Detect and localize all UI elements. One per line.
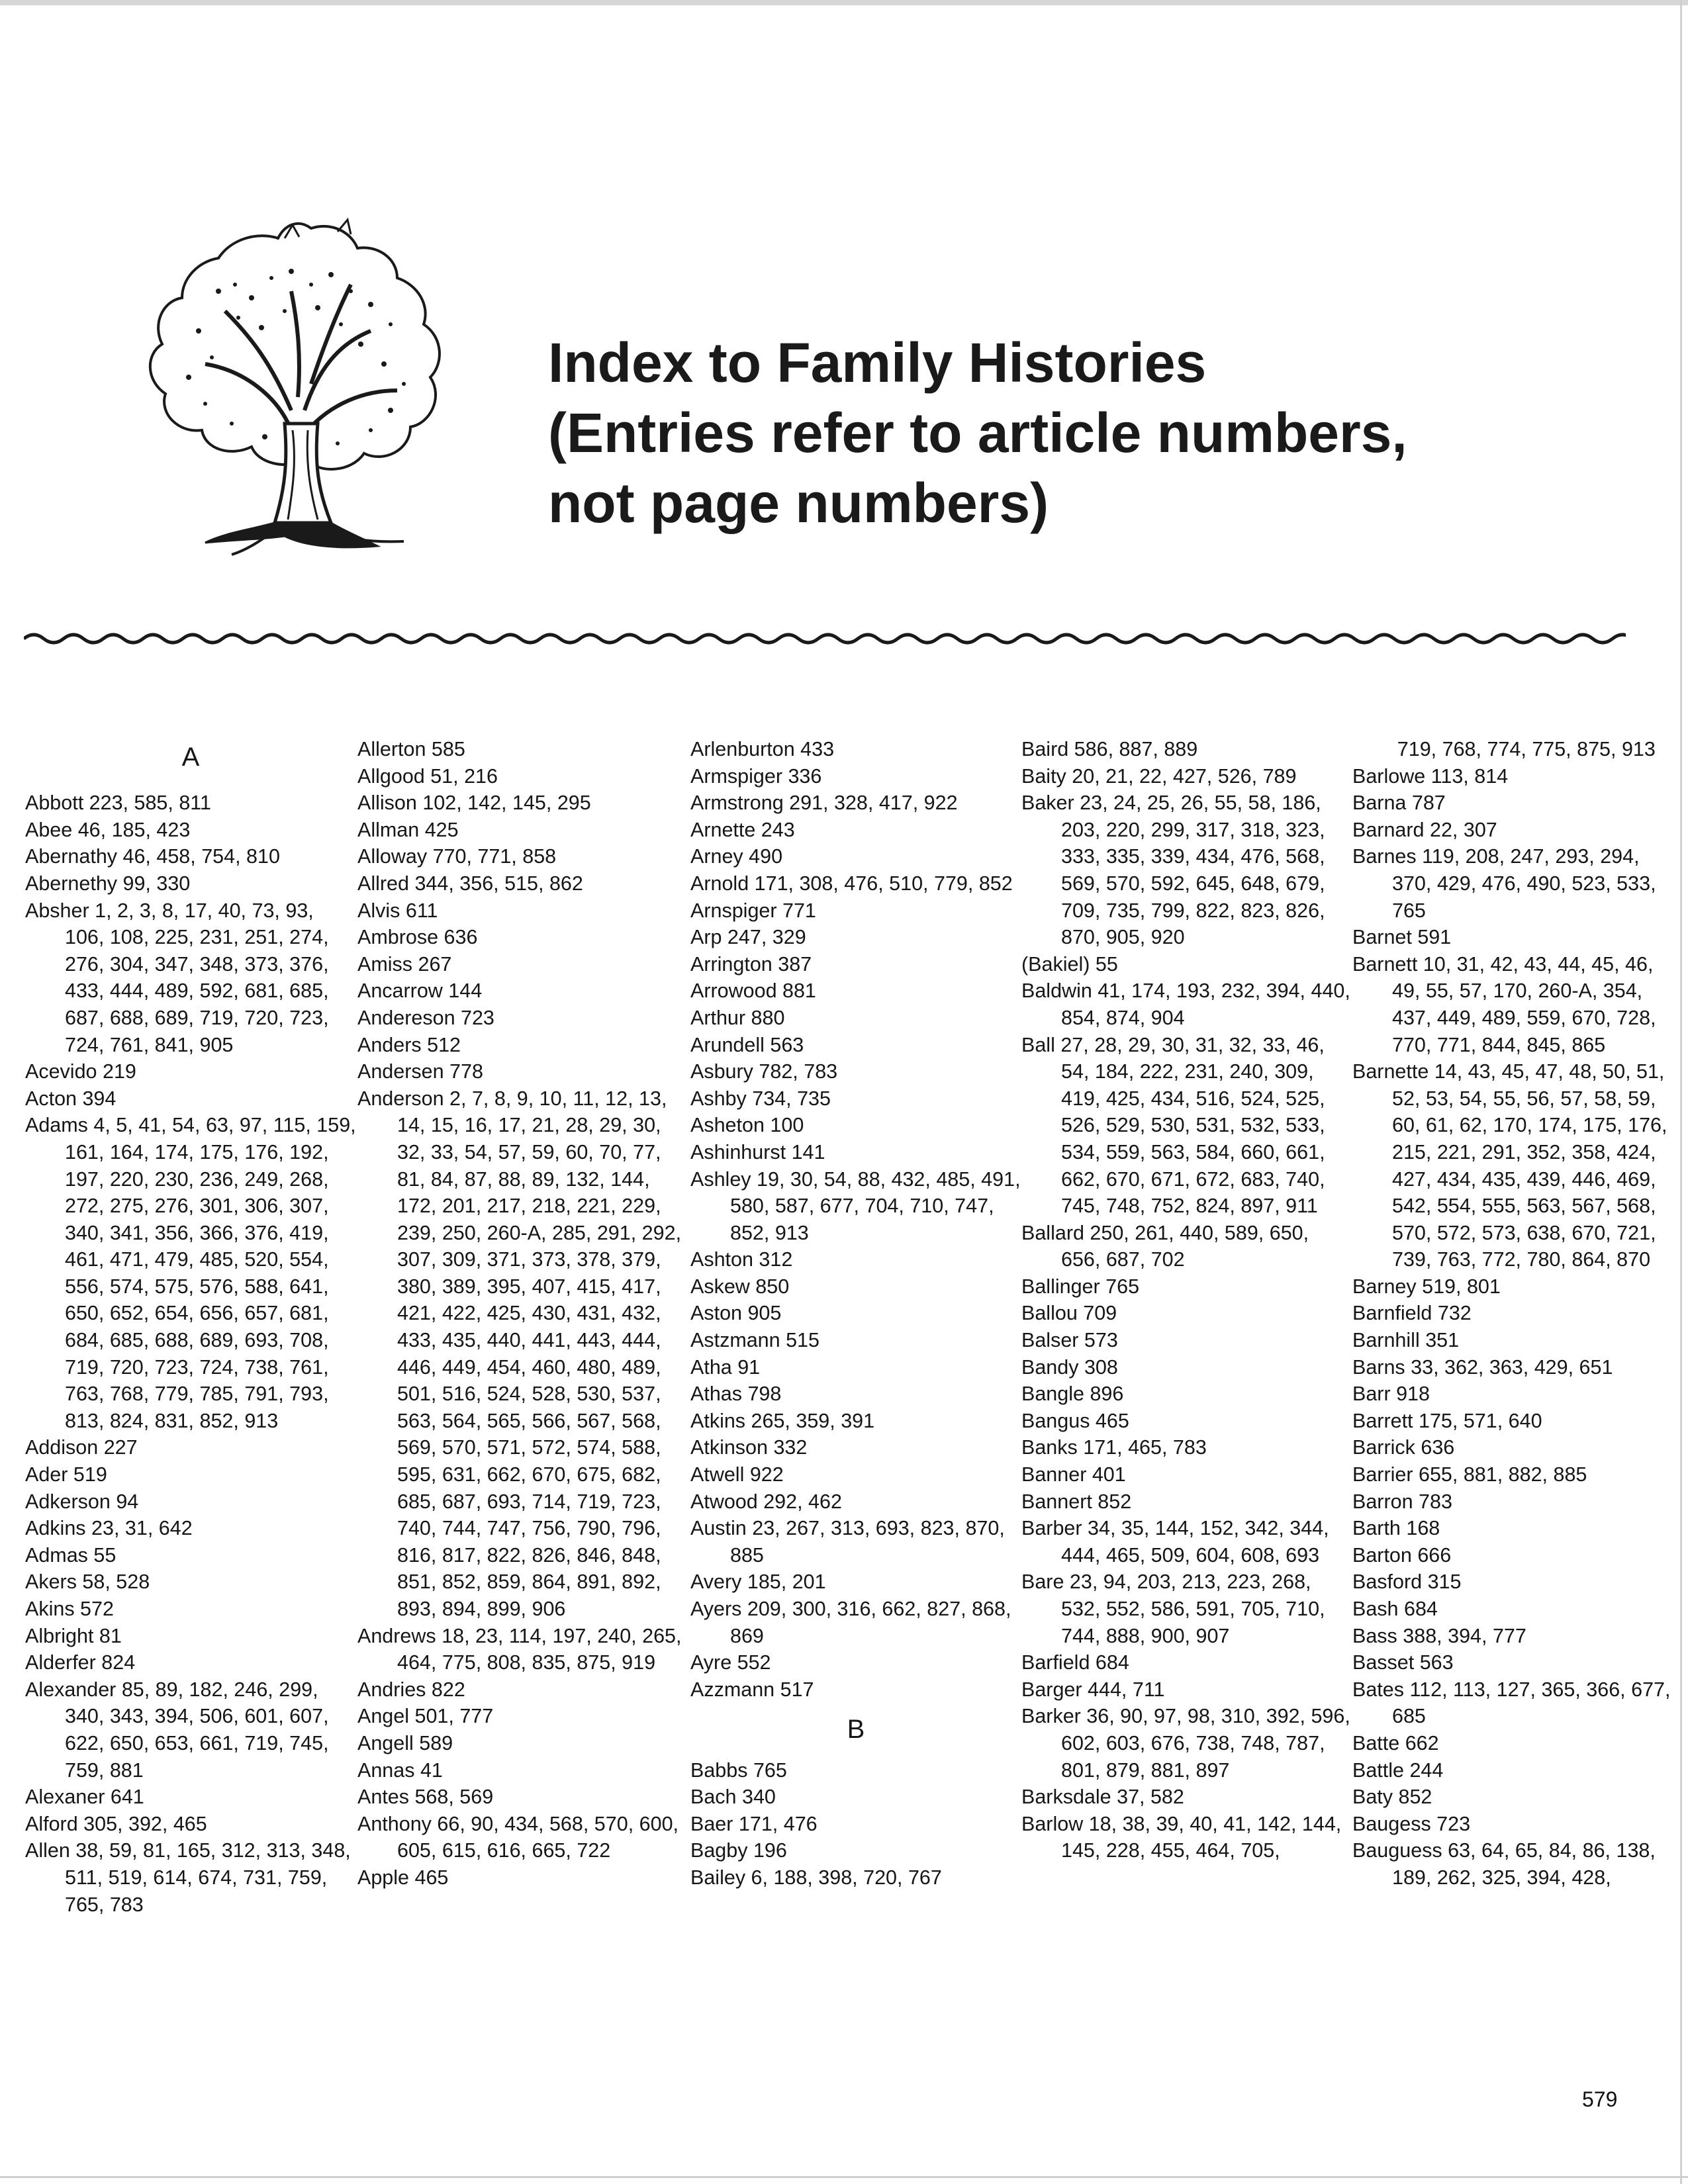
index-entry: Barney 519, 801 [1352,1275,1501,1298]
index-entry: Avery 185, 201 [690,1570,826,1594]
index-entry: Barnes 119, 208, 247, 293, 294, 370, 429, 476, 490, 523, 533, 765 [1352,845,1656,922]
index-entry: Abernathy 46, 458, 754, 810 [25,845,280,868]
index-entry: Bash 684 [1352,1598,1438,1620]
index-entry: Bangus 465 [1021,1409,1129,1432]
index-entry: Baer 171, 476 [690,1812,818,1835]
index-entry: Barnett 10, 31, 42, 43, 44, 45, 46, 49, 55, 57, 170, 260-A, 354, 437, 449, 489, 559, 670, 728, 770, 771, 844, 845, 865 [1352,952,1656,1056]
index-entry: Bagby 196 [690,1839,787,1862]
index-entry: Andrews 18, 23, 114, 197, 240, 265, 464, 775, 808, 835, 875, 919 [357,1624,682,1674]
index-entry: Atwood 292, 462 [690,1490,842,1513]
index-entry: Baird 586, 887, 889 [1021,738,1198,760]
index-entry: Barksdale 37, 582 [1021,1786,1184,1809]
index-entry: Basset 563 [1352,1651,1454,1674]
index-entry: Adkins 23, 31, 642 [25,1517,193,1540]
index-column [1021,736,1352,1864]
index-entry: Baty 852 [1352,1786,1432,1809]
index-entry: Asbury 782, 783 [690,1060,838,1083]
index-entry: Babbs 765 [690,1758,787,1782]
index-column [690,736,1021,1891]
index-entry: Arnette 243 [690,818,795,841]
index-entry: Atkins 265, 359, 391 [690,1409,875,1432]
index-entry: Arnspiger 771 [690,899,816,922]
index-entry: Austin 23, 267, 313, 693, 823, 870, 885 [690,1517,1005,1567]
index-entry: Allman 425 [357,818,459,841]
index-entry: Bandy 308 [1021,1355,1118,1379]
index-entry: Antes 568, 569 [357,1786,494,1809]
index-entry: Battle 244 [1352,1758,1444,1782]
index-entry: Alloway 770, 771, 858 [357,845,557,868]
section-letter: B [847,1715,865,1745]
index-entry: Alvis 611 [357,899,438,922]
index-entry: Aston 905 [690,1302,782,1325]
index-entry: Angel 501, 777 [357,1705,494,1728]
index-entry: Ader 519 [25,1463,107,1486]
index-entry: Albright 81 [25,1624,122,1647]
index-entry: Addison 227 [25,1436,138,1459]
index-entry: Annas 41 [357,1758,443,1782]
index-entry: Atha 91 [690,1355,761,1379]
index-entry: Atkinson 332 [690,1436,808,1459]
index-entry: Barnhill 351 [1352,1329,1460,1352]
index-entry: Allgood 51, 216 [357,764,498,788]
index-entry: Arney 490 [690,845,783,868]
index-entry: Allen 38, 59, 81, 165, 312, 313, 348, 511, 519, 614, 674, 731, 759, 765, 783 [25,1839,351,1916]
index-entry: Ayers 209, 300, 316, 662, 827, 868, 869 [690,1598,1011,1647]
index-entry: Balser 573 [1021,1329,1118,1352]
index-entry: Barnfield 732 [1352,1302,1472,1325]
index-entry: Allred 344, 356, 515, 862 [357,872,583,895]
tree-illustration [119,212,477,556]
index-entry: Bass 388, 394, 777 [1352,1624,1526,1647]
index-entry: Admas 55 [25,1543,117,1567]
title-line: not page numbers) [548,472,1049,534]
index-entry: Arrington 387 [690,952,812,976]
index-entry: Akins 572 [25,1598,114,1620]
index-entry: Batte 662 [1352,1731,1439,1754]
index-entry: Askew 850 [690,1275,790,1298]
index-entry: Atwell 922 [690,1463,784,1486]
index-entry: Ashby 734, 735 [690,1087,831,1110]
index-entry: Azzmann 517 [690,1678,814,1701]
index-entry: Ashton 312 [690,1248,793,1271]
index-entry: (Bakiel) 55 [1021,952,1118,976]
index-entry: Barna 787 [1352,792,1446,815]
index-entry: Barnette 14, 43, 45, 47, 48, 50, 51, 52, 53, 54, 55, 56, 57, 58, 59, 60, 61, 62, 170, 174, 175, 176, 215, 221, 291, 352, 358, 424, 427, 434, 435, 439, 446, 469, 542, 554, 555, 563, 567, 568, 570, 572, 573, 638, 670, 721, 739, 763, 772, 780, 864, 870 [1352,1060,1667,1271]
index-entry: Absher 1, 2, 3, 8, 17, 40, 73, 93, 106, 108, 225, 231, 251, 274, 276, 304, 347, 348, 373, 376, 433, 444, 489, 592, 681, 685, 687, 688, 689, 719, 720, 723, 724, 761, 841, 905 [25,899,329,1056]
index-entry: Arlenburton 433 [690,738,835,760]
index-entry: Ballou 709 [1021,1302,1117,1325]
index-entry: Athas 798 [690,1383,782,1406]
index-entry: 719, 768, 774, 775, 875, 913 [1352,738,1656,760]
index-entry: Barth 168 [1352,1517,1440,1540]
top-scan-edge [0,0,1688,5]
index-entry: Amiss 267 [357,952,452,976]
index-entry: Ballinger 765 [1021,1275,1140,1298]
index-entry: Arthur 880 [690,1006,785,1029]
index-entry: Baugess 723 [1352,1812,1471,1835]
index-entry: Anderson 2, 7, 8, 9, 10, 11, 12, 13, 14, 15, 16, 17, 21, 28, 29, 30, 32, 33, 54, 57, 59, 60, 70, 77, 81, 84, 87, 88, 89, 132, 144, 172, 201, 217, 218, 221, 229, 239, 250, 260-A, 285, 291, 292, 307, 309, 371, 373, 378, 379, 380, 389, 395, 407, 415, 417, 421, 422, 425, 430, 431, 432, 433, 435, 440, 441, 443, 444, 446, 449, 454, 460, 480, 489, 501, 516, 524, 528, 530, 537, 563, 564, 565, 566, 567, 568, 569, 570, 571, 572, 574, 588, 595, 631, 662, 670, 675, 682, 685, 687, 693, 714, 719, 723, 740, 744, 747, 756, 790, 796, 816, 817, 822, 826, 846, 848, 851, 852, 859, 864, 891, 892, 893, 894, 899, 906 [357,1087,682,1620]
index-entry: Acton 394 [25,1087,117,1110]
index-entry: Baity 20, 21, 22, 427, 526, 789 [1021,764,1297,788]
page-title [548,328,1634,538]
index-entry: Ballard 250, 261, 440, 589, 650, 656, 687, 702 [1021,1221,1309,1271]
index-entry: Barnet 591 [1352,926,1452,949]
index-entry: Ambrose 636 [357,926,478,949]
index-entry: Adkerson 94 [25,1490,139,1513]
index-entry: Basford 315 [1352,1570,1462,1594]
section-letter: A [181,743,200,772]
index-column [357,736,688,1891]
index-entry: Baldwin 41, 174, 193, 232, 394, 440, 854, 874, 904 [1021,979,1350,1029]
title-line: (Entries refer to article numbers, [548,402,1407,464]
index-entry: Bates 112, 113, 127, 365, 366, 677, 685 [1352,1678,1671,1728]
index-entry: Barns 33, 362, 363, 429, 651 [1352,1355,1613,1379]
index-entry: Angell 589 [357,1731,453,1754]
index-entry: Banks 171, 465, 783 [1021,1436,1207,1459]
index-entry: Abee 46, 185, 423 [25,818,191,841]
index-entry: Asheton 100 [690,1114,804,1137]
index-entry: Barrett 175, 571, 640 [1352,1409,1542,1432]
index-entry: Ashley 19, 30, 54, 88, 432, 485, 491, 580, 587, 677, 704, 710, 747, 852, 913 [690,1167,1021,1244]
index-entry: Andersen 778 [357,1060,483,1083]
index-entry: Barlowe 113, 814 [1352,764,1509,788]
index-entry: Andries 822 [357,1678,465,1701]
index-entry: Bailey 6, 188, 398, 720, 767 [690,1866,942,1889]
index-entry: Armstrong 291, 328, 417, 922 [690,792,958,815]
index-column [25,736,356,1918]
index-entry: Bangle 896 [1021,1383,1124,1406]
index-entry: Barger 444, 711 [1021,1678,1165,1701]
index-entry: Alexaner 641 [25,1786,144,1809]
index-entry: Abbott 223, 585, 811 [25,792,211,815]
index-entry: Ayre 552 [690,1651,771,1674]
index-entry: Baker 23, 24, 25, 26, 55, 58, 186, 203, 220, 299, 317, 318, 323, 333, 335, 339, 434, 476, 568, 569, 570, 592, 645, 648, 679, 709, 735, 799, 822, 823, 826, 870, 905, 920 [1021,792,1325,949]
index-entry: Armspiger 336 [690,764,822,788]
index-entry: Arnold 171, 308, 476, 510, 779, 852 [690,872,1013,895]
index-entry: Anthony 66, 90, 434, 568, 570, 600, 605, 615, 616, 665, 722 [357,1812,679,1862]
index-column [1352,736,1683,1891]
index-entry: Barton 666 [1352,1543,1452,1567]
index-entry: Bach 340 [690,1786,776,1809]
index-entry: Ball 27, 28, 29, 30, 31, 32, 33, 46, 54, 184, 222, 231, 240, 309, 419, 425, 434, 516, 524, 525, 526, 529, 530, 531, 532, 533, 534, 559, 563, 584, 660, 661, 662, 670, 671, 672, 683, 740, 745, 748, 752, 824, 897, 911 [1021,1033,1325,1218]
decorative-divider [24,629,1626,649]
index-entry: Barfield 684 [1021,1651,1129,1674]
index-entry: Barlow 18, 38, 39, 40, 41, 142, 144, 145, 228, 455, 464, 705, [1021,1812,1342,1862]
index-entry: Barrick 636 [1352,1436,1455,1459]
index-entry: Barnard 22, 307 [1352,818,1497,841]
index-entry: Bauguess 63, 64, 65, 84, 86, 138, 189, 262, 325, 394, 428, [1352,1839,1656,1889]
title-line: Index to Family Histories [548,332,1207,394]
index-entry: Alford 305, 392, 465 [25,1812,207,1835]
index-entry: Acevido 219 [25,1060,136,1083]
index-entry: Akers 58, 528 [25,1570,150,1594]
index-entry: Allison 102, 142, 145, 295 [357,792,591,815]
index-entry: Ashinhurst 141 [690,1140,825,1163]
index-entry: Barr 918 [1352,1383,1430,1406]
index-entry: Bannert 852 [1021,1490,1132,1513]
index-entry: Allerton 585 [357,738,465,760]
index-entry: Adams 4, 5, 41, 54, 63, 97, 115, 159, 161, 164, 174, 175, 176, 192, 197, 220, 230, 236, 249, 268, 272, 275, 276, 301, 306, 307, 340, 341, 356, 366, 376, 419, 461, 471, 479, 485, 520, 554, 556, 574, 575, 576, 588, 641, 650, 652, 654, 656, 657, 681, 684, 685, 688, 689, 693, 708, 719, 720, 723, 724, 738, 761, 763, 768, 779, 785, 791, 793, 813, 824, 831, 852, 913 [25,1114,356,1432]
index-entry: Alderfer 824 [25,1651,136,1674]
index-entry: Anders 512 [357,1033,461,1056]
index-entry: Alexander 85, 89, 182, 246, 299, 340, 343, 394, 506, 601, 607, 622, 650, 653, 661, 719, 745, 759, 881 [25,1678,329,1782]
index-entry: Barber 34, 35, 144, 152, 342, 344, 444, 465, 509, 604, 608, 693 [1021,1517,1329,1567]
index-entry: Arp 247, 329 [690,926,806,949]
bottom-scan-edge [0,2176,1688,2178]
index-entry: Ancarrow 144 [357,979,483,1003]
index-entry: Arrowood 881 [690,979,816,1003]
index-entry: Andereson 723 [357,1006,494,1029]
page-number: 579 [1582,2087,1618,2111]
index-entry: Arundell 563 [690,1033,804,1056]
index-entry: Banner 401 [1021,1463,1126,1486]
index-entry: Abernethy 99, 330 [25,872,191,895]
index-entry: Barker 36, 90, 97, 98, 310, 392, 596, 602, 603, 676, 738, 748, 787, 801, 879, 881, 897 [1021,1705,1350,1782]
index-entry: Barrier 655, 881, 882, 885 [1352,1463,1587,1486]
index-entry: Astzmann 515 [690,1329,820,1352]
index-entry: Bare 23, 94, 203, 213, 223, 268, 532, 552, 586, 591, 705, 710, 744, 888, 900, 907 [1021,1570,1325,1647]
index-entry: Barron 783 [1352,1490,1452,1513]
index-entry: Apple 465 [357,1866,449,1889]
